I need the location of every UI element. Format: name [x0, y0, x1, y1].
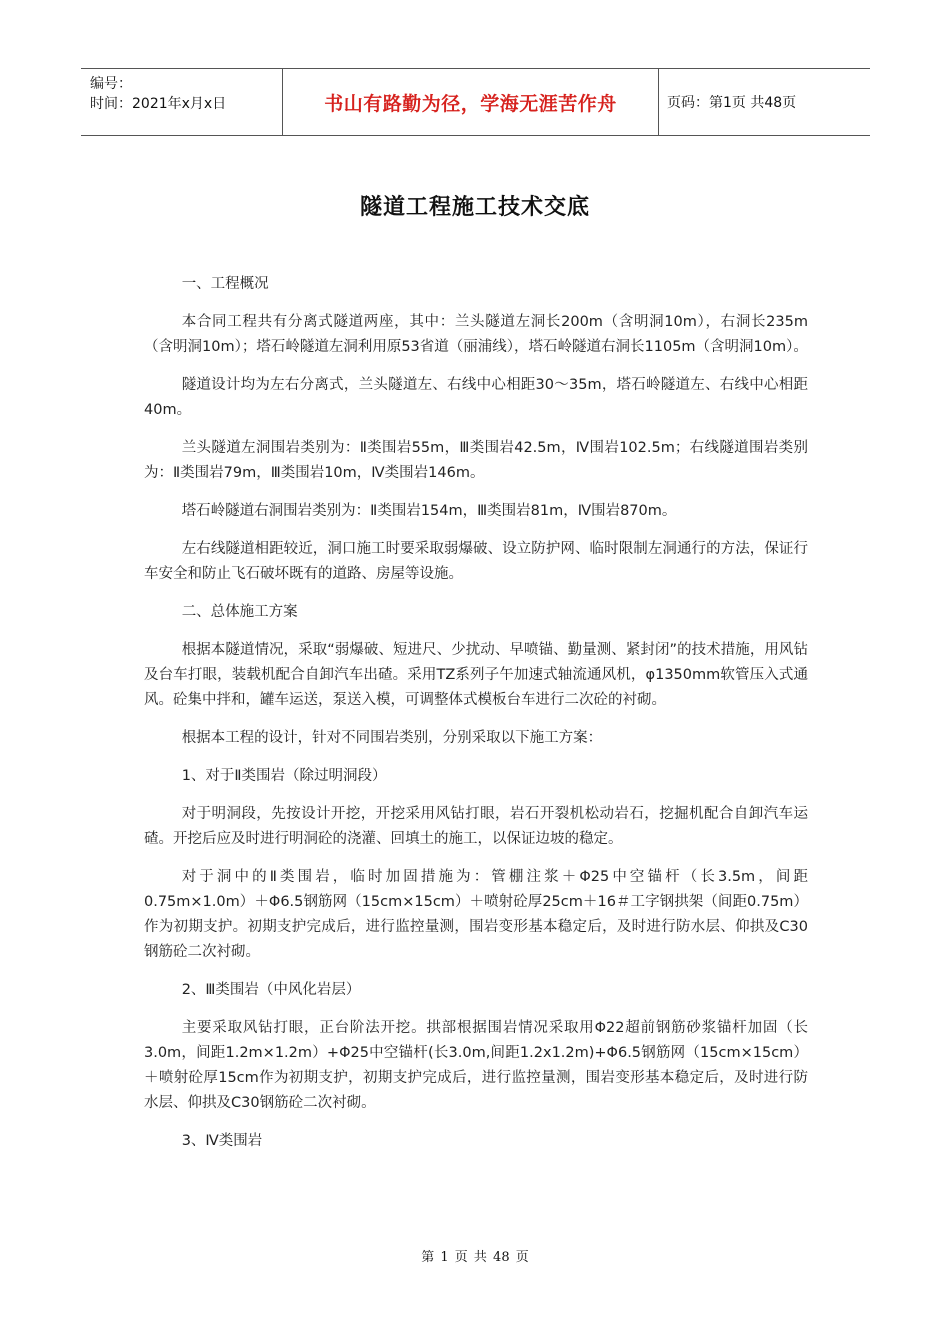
document-body	[144, 272, 808, 1167]
paragraph: 兰头隧道左洞围岩类别为：Ⅱ类围岩55m，Ⅲ类围岩42.5m，Ⅳ围岩102.5m；右线隧道围岩类别为：Ⅱ类围岩79m，Ⅲ类围岩10m，Ⅳ类围岩146m。	[144, 440, 808, 481]
paragraph: 对于明洞段，先按设计开挖，开挖采用风钻打眼，岩石开裂机松动岩石，挖掘机配合自卸汽车运碴。开挖后应及时进行明洞砼的浇灌、回填土的施工，以保证边坡的稳定。	[144, 806, 808, 847]
document-title: 隧道工程施工技术交底	[359, 195, 590, 220]
section-heading-overview: 一、工程概况	[181, 276, 269, 292]
subheading-class-4: 3、Ⅳ类围岩	[181, 1133, 263, 1149]
paragraph: 本合同工程共有分离式隧道两座，其中：兰头隧道左洞长200m（含明洞10m），右洞长235m（含明洞10m）；塔石岭隧道左洞利用原53省道（丽浦线），塔石岭隧道右洞长1105m（含明洞10m）。	[144, 314, 808, 355]
paragraph: 隧道设计均为左右分离式，兰头隧道左、右线中心相距30～35m，塔石岭隧道左、右线中心相距40m。	[144, 377, 808, 418]
paragraph: 根据本隧道情况，采取“弱爆破、短进尺、少扰动、早喷锚、勤量测、紧封闭”的技术措施，用风钻及台车打眼，装载机配合自卸汽车出碴。采用TZ系列子午加速式轴流通风机，φ1350mm软管压入式通风。砼集中拌和，罐车运送，泵送入模，可调整体式模板台车进行二次砼的衬砌。	[144, 642, 808, 708]
header-meta	[81, 69, 282, 135]
date-line: 时间：2021年x月x日	[90, 96, 227, 112]
paragraph: 根据本工程的设计，针对不同围岩类别，分别采取以下施工方案：	[181, 730, 603, 746]
header-page-info: 页码：第1页 共48页	[667, 95, 797, 111]
paragraph: 主要采取风钻打眼，正台阶法开挖。拱部根据围岩情况采取用Φ22超前钢筋砂浆锚杆加固（长3.0m，间距1.2m×1.2m）+Φ25中空锚杆(长3.0m,间距1.2x1.2m)+Φ6.5钢筋网（15cm×15cm）＋喷射砼厚15cm作为初期支护，初期支护完成后，进行监控量测，围岩变形基本稳定后，及时进行防水层、仰拱及C30钢筋砼二次衬砌。	[144, 1020, 808, 1111]
paragraph: 左右线隧道相距较近，洞口施工时要采取弱爆破、设立防护网、临时限制左洞通行的方法，保证行车安全和防止飞石破坏既有的道路、房屋等设施。	[144, 541, 808, 582]
document-header	[81, 68, 870, 136]
paragraph: 塔石岭隧道右洞围岩类别为：Ⅱ类围岩154m，Ⅲ类围岩81m，Ⅳ围岩870m。	[181, 503, 677, 519]
paragraph: 对于洞中的Ⅱ类围岩，临时加固措施为：管棚注浆＋Φ25中空锚杆（长3.5m，间距0.75m×1.0m）＋Φ6.5钢筋网（15cm×15cm）＋喷射砼厚25cm＋16＃工字钢拱架（间距0.75m）作为初期支护。初期支护完成后，进行监控量测，围岩变形基本稳定后，及时进行防水层、仰拱及C30钢筋砼二次衬砌。	[144, 869, 808, 960]
subheading-class-3: 2、Ⅲ类围岩（中风化岩层）	[181, 982, 361, 998]
section-heading-plan: 二、总体施工方案	[181, 604, 298, 620]
subheading-class-2: 1、对于Ⅱ类围岩（除过明洞段）	[181, 768, 387, 784]
number-label: 编号：	[90, 76, 132, 92]
page-footer: 第 1 页 共 48 页	[421, 1250, 529, 1265]
header-motto: 书山有路勤为径，学海无涯苦作舟	[282, 69, 659, 135]
